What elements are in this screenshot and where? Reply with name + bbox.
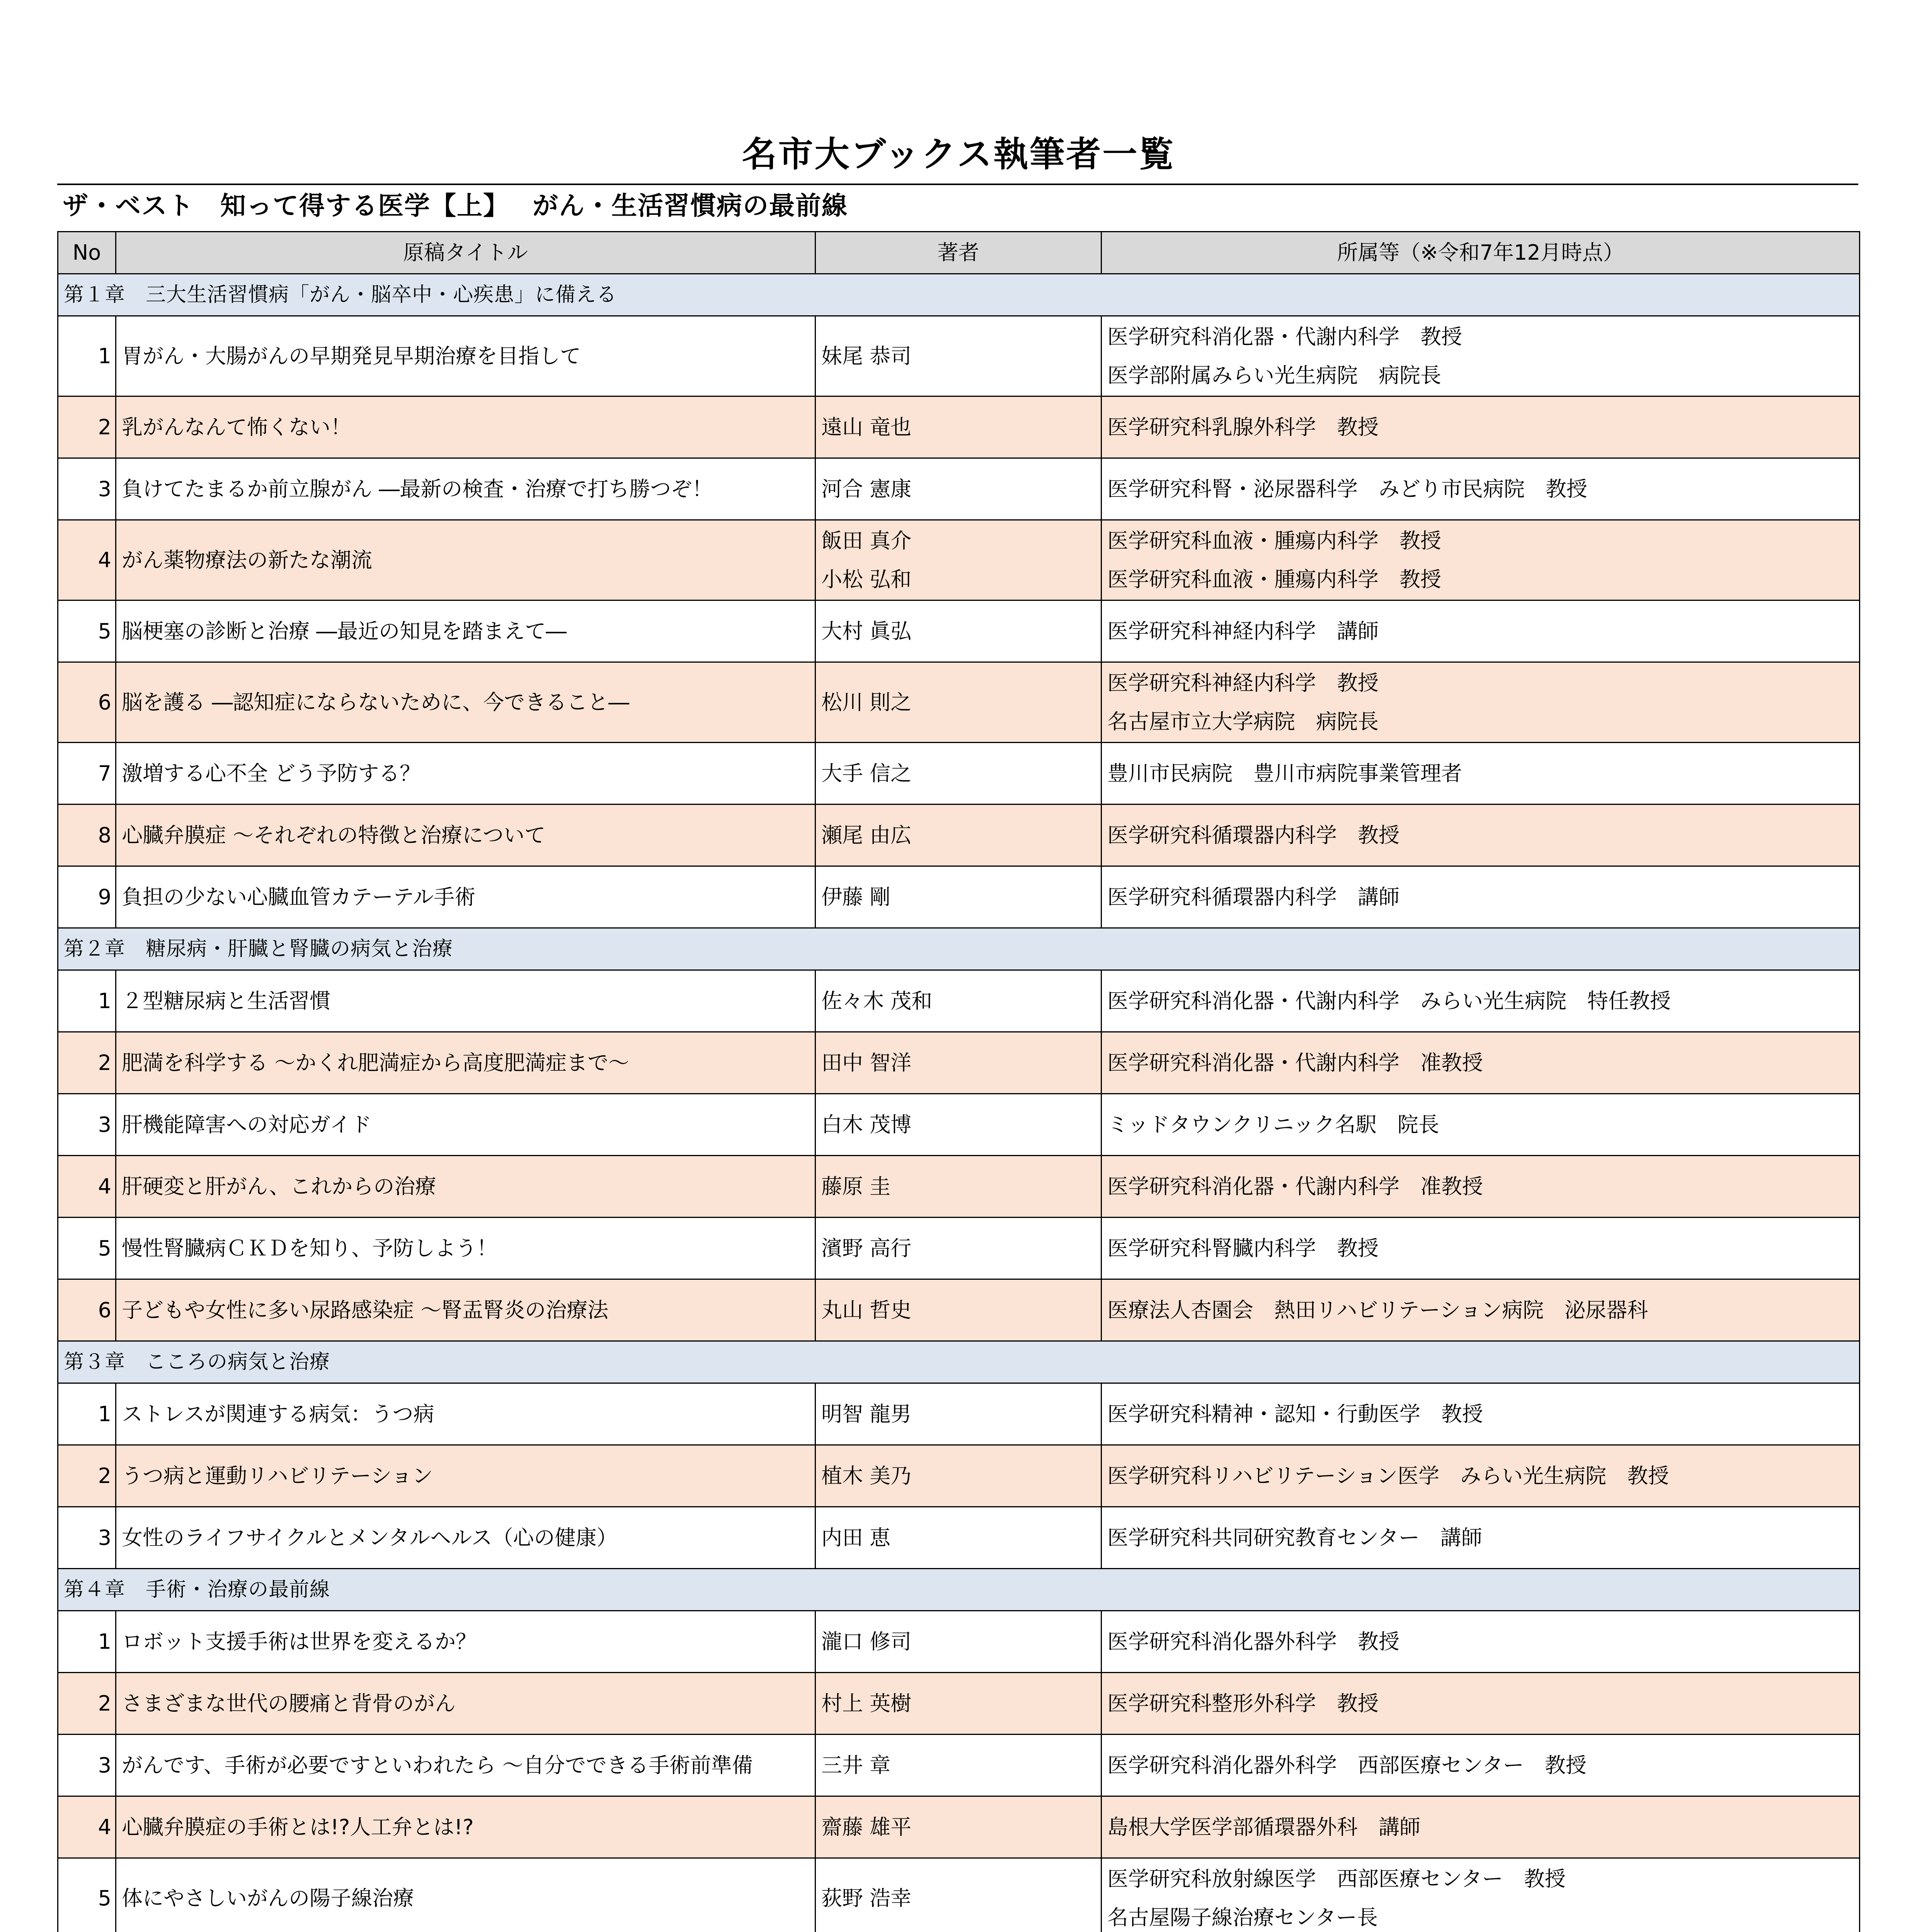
manuscript-title: 脳梗塞の診断と治療 ―最近の知見を踏まえて― bbox=[116, 600, 815, 662]
affiliation-text: 名古屋陽子線治療センター長 bbox=[1107, 1905, 1378, 1930]
row-number: 9 bbox=[58, 866, 116, 928]
affiliation-cell bbox=[1102, 520, 1860, 600]
affiliation-cell bbox=[1102, 600, 1860, 662]
manuscript-title: 乳がんなんて怖くない！ bbox=[116, 396, 815, 458]
affiliation-cell bbox=[1102, 1383, 1860, 1445]
chapter-title-cell bbox=[58, 928, 1860, 970]
affiliation-cell bbox=[1102, 1156, 1860, 1218]
author-cell bbox=[815, 1383, 1102, 1445]
chapter-title-cell bbox=[58, 1341, 1860, 1383]
affiliation-cell bbox=[1102, 1858, 1860, 1932]
manuscript-title: うつ病と運動リハビリテーション bbox=[116, 1445, 815, 1507]
author-name: 明智 龍男 bbox=[821, 1401, 912, 1426]
chapter-title: 第４章 手術・治療の最前線 bbox=[64, 1578, 330, 1601]
row-number: 7 bbox=[58, 743, 116, 804]
manuscript-title: 激増する心不全 どう予防する？ bbox=[116, 743, 815, 804]
author-name: 河合 憲康 bbox=[821, 476, 912, 501]
table-row bbox=[58, 1735, 1860, 1796]
author-cell bbox=[815, 1673, 1102, 1735]
chapter-title: 第３章 こころの病気と治療 bbox=[64, 1350, 330, 1374]
table-row bbox=[58, 804, 1860, 866]
manuscript-title: 脳を護る ―認知症にならないために、今できること― bbox=[116, 662, 815, 743]
affiliation-text: 島根大学医学部循環器外科 講師 bbox=[1107, 1815, 1420, 1839]
table-row bbox=[58, 866, 1860, 928]
row-number: 1 bbox=[58, 1611, 116, 1673]
table-header-row bbox=[58, 232, 1860, 274]
row-number: 2 bbox=[58, 1032, 116, 1094]
author-cell bbox=[815, 1279, 1102, 1341]
affiliation-text: 医学研究科循環器内科学 講師 bbox=[1107, 884, 1399, 909]
affiliation-text: 医学研究科循環器内科学 教授 bbox=[1107, 823, 1399, 847]
row-number: 2 bbox=[58, 396, 116, 458]
chapter-title: 第１章 三大生活習慣病「がん・脳卒中・心疾患」に備える bbox=[64, 283, 617, 306]
header-author: 著者 bbox=[815, 232, 1102, 274]
author-cell bbox=[815, 600, 1102, 662]
header-title: 原稿タイトル bbox=[116, 232, 815, 274]
affiliation-text: 医療法人杏園会 熱田リハビリテーション病院 泌尿器科 bbox=[1107, 1298, 1648, 1322]
author-cell bbox=[815, 743, 1102, 804]
author-name: 大手 信之 bbox=[821, 761, 912, 786]
table-row bbox=[58, 600, 1860, 662]
author-name: 齋藤 雄平 bbox=[821, 1815, 912, 1839]
affiliation-text: 医学研究科整形外科学 教授 bbox=[1107, 1691, 1379, 1716]
row-number: 1 bbox=[58, 1383, 116, 1445]
affiliation-cell bbox=[1102, 1445, 1860, 1507]
manuscript-title: 胃がん・大腸がんの早期発見早期治療を目指して bbox=[116, 316, 815, 396]
affiliation-text: 医学研究科リハビリテーション医学 みらい光生病院 教授 bbox=[1107, 1463, 1669, 1488]
manuscript-title: 肝硬変と肝がん、これからの治療 bbox=[116, 1156, 815, 1218]
author-cell bbox=[815, 1611, 1102, 1673]
author-name: 荻野 浩幸 bbox=[821, 1886, 912, 1910]
affiliation-cell bbox=[1102, 1796, 1860, 1858]
row-number: 4 bbox=[58, 1796, 116, 1858]
affiliation-text: 医学研究科消化器・代謝内科学 教授 bbox=[1107, 324, 1462, 349]
author-name: 瀬尾 由広 bbox=[821, 823, 912, 847]
author-cell bbox=[815, 316, 1102, 396]
manuscript-title: 負担の少ない心臓血管カテーテル手術 bbox=[116, 866, 815, 928]
affiliation-cell bbox=[1102, 396, 1860, 458]
row-number: 3 bbox=[58, 1735, 116, 1796]
manuscript-title: 肥満を科学する ～かくれ肥満症から高度肥満症まで～ bbox=[116, 1032, 815, 1094]
affiliation-cell bbox=[1102, 1218, 1860, 1279]
row-number: 8 bbox=[58, 804, 116, 866]
author-cell bbox=[815, 970, 1102, 1032]
author-name: 丸山 哲史 bbox=[821, 1298, 912, 1322]
author-name: 村上 英樹 bbox=[821, 1691, 912, 1716]
page-title: 名市大ブックス執筆者一覧 bbox=[742, 134, 1175, 175]
row-number: 3 bbox=[58, 458, 116, 520]
manuscript-title: 心臓弁膜症 ～それぞれの特徴と治療について bbox=[116, 804, 815, 866]
manuscript-title: 子どもや女性に多い尿路感染症 ～腎盂腎炎の治療法 bbox=[116, 1279, 815, 1341]
author-name: 伊藤 剛 bbox=[821, 884, 891, 909]
row-number: 2 bbox=[58, 1673, 116, 1735]
table-row bbox=[58, 458, 1860, 520]
author-name: 松川 則之 bbox=[821, 690, 912, 714]
manuscript-title: がんです、手術が必要ですといわれたら ～自分でできる手術前準備 bbox=[116, 1735, 815, 1796]
table-row bbox=[58, 970, 1860, 1032]
affiliation-text: 医学研究科消化器外科学 西部医療センター 教授 bbox=[1107, 1753, 1587, 1777]
author-cell bbox=[815, 1796, 1102, 1858]
table-row bbox=[58, 662, 1860, 743]
affiliation-text: 医学部附属みらい光生病院 病院長 bbox=[1107, 363, 1441, 388]
manuscript-title: ストレスが関連する病気：うつ病 bbox=[116, 1383, 815, 1445]
chapter-row bbox=[58, 928, 1860, 970]
author-cell bbox=[815, 1156, 1102, 1218]
author-cell bbox=[815, 1858, 1102, 1932]
affiliation-text: 医学研究科精神・認知・行動医学 教授 bbox=[1107, 1401, 1483, 1426]
affiliation-cell bbox=[1102, 1094, 1860, 1156]
author-cell bbox=[815, 804, 1102, 866]
author-name: 濱野 高行 bbox=[821, 1236, 912, 1260]
table-row bbox=[58, 1445, 1860, 1507]
affiliation-cell bbox=[1102, 970, 1860, 1032]
author-name: 大村 眞弘 bbox=[821, 619, 912, 643]
row-number: 1 bbox=[58, 970, 116, 1032]
affiliation-cell bbox=[1102, 1279, 1860, 1341]
row-number: 4 bbox=[58, 520, 116, 600]
author-cell bbox=[815, 1032, 1102, 1094]
affiliation-text: 名古屋市立大学病院 病院長 bbox=[1107, 709, 1379, 734]
affiliation-text: 医学研究科血液・腫瘍内科学 教授 bbox=[1107, 567, 1441, 592]
affiliation-text: 医学研究科消化器・代謝内科学 准教授 bbox=[1107, 1174, 1483, 1199]
table-row bbox=[58, 1279, 1860, 1341]
manuscript-title: 負けてたまるか前立腺がん ―最新の検査・治療で打ち勝つぞ！ bbox=[116, 458, 815, 520]
row-number: 5 bbox=[58, 1218, 116, 1279]
author-cell bbox=[815, 1094, 1102, 1156]
manuscript-title: 心臓弁膜症の手術とは!?人工弁とは!? bbox=[116, 1796, 815, 1858]
author-cell bbox=[815, 662, 1102, 743]
manuscript-title: ２型糖尿病と生活習慣 bbox=[116, 970, 815, 1032]
affiliation-cell bbox=[1102, 662, 1860, 743]
header-affiliation: 所属等（※令和7年12月時点） bbox=[1102, 232, 1860, 274]
affiliation-cell bbox=[1102, 743, 1860, 804]
affiliation-cell bbox=[1102, 1673, 1860, 1735]
table-row bbox=[58, 1383, 1860, 1445]
row-number: 6 bbox=[58, 1279, 116, 1341]
affiliation-cell bbox=[1102, 1032, 1860, 1094]
row-number: 3 bbox=[58, 1507, 116, 1569]
table-row bbox=[58, 1094, 1860, 1156]
affiliation-cell bbox=[1102, 866, 1860, 928]
affiliation-text: 医学研究科乳腺外科学 教授 bbox=[1107, 415, 1379, 439]
manuscript-title: さまざまな世代の腰痛と背骨のがん bbox=[116, 1673, 815, 1735]
chapter-row bbox=[58, 1341, 1860, 1383]
row-number: 2 bbox=[58, 1445, 116, 1507]
affiliation-cell bbox=[1102, 1735, 1860, 1796]
author-name: 白木 茂博 bbox=[821, 1112, 912, 1137]
author-name: 佐々木 茂和 bbox=[821, 988, 933, 1013]
table-row bbox=[58, 1507, 1860, 1569]
manuscript-title: がん薬物療法の新たな潮流 bbox=[116, 520, 815, 600]
author-name: 遠山 竜也 bbox=[821, 415, 912, 439]
affiliation-text: 医学研究科血液・腫瘍内科学 教授 bbox=[1107, 528, 1441, 553]
affiliation-text: 医学研究科神経内科学 教授 bbox=[1107, 670, 1379, 695]
affiliation-text: 豊川市民病院 豊川市病院事業管理者 bbox=[1107, 761, 1462, 786]
affiliation-text: 医学研究科神経内科学 講師 bbox=[1107, 619, 1379, 643]
author-cell bbox=[815, 520, 1102, 600]
affiliation-text: 医学研究科消化器外科学 教授 bbox=[1107, 1629, 1399, 1654]
table-row bbox=[58, 743, 1860, 804]
table-row bbox=[58, 1611, 1860, 1673]
table-row bbox=[58, 520, 1860, 600]
manuscript-title: 女性のライフサイクルとメンタルヘルス（心の健康） bbox=[116, 1507, 815, 1569]
header-no: No bbox=[58, 232, 116, 274]
affiliation-text: 医学研究科共同研究教育センター 講師 bbox=[1107, 1525, 1482, 1550]
table-row bbox=[58, 1858, 1860, 1932]
author-cell bbox=[815, 396, 1102, 458]
table-row bbox=[58, 316, 1860, 396]
author-cell bbox=[815, 1507, 1102, 1569]
affiliation-text: 医学研究科腎臓内科学 教授 bbox=[1107, 1236, 1379, 1260]
affiliation-text: 医学研究科放射線医学 西部医療センター 教授 bbox=[1107, 1866, 1566, 1891]
manuscript-title: 肝機能障害への対応ガイド bbox=[116, 1094, 815, 1156]
author-name: 小松 弘和 bbox=[821, 567, 912, 592]
author-name: 瀧口 修司 bbox=[821, 1629, 912, 1654]
author-name: 田中 智洋 bbox=[821, 1050, 912, 1075]
chapter-row bbox=[58, 1569, 1860, 1611]
author-name: 飯田 真介 bbox=[821, 528, 912, 553]
chapter-title-cell bbox=[58, 274, 1860, 316]
table-row bbox=[58, 1032, 1860, 1094]
table-row bbox=[58, 1673, 1860, 1735]
row-number: 4 bbox=[58, 1156, 116, 1218]
author-name: 妹尾 恭司 bbox=[821, 344, 912, 368]
row-number: 5 bbox=[58, 1858, 116, 1932]
manuscript-title: 慢性腎臓病ＣＫＤを知り、予防しよう！ bbox=[116, 1218, 815, 1279]
author-cell bbox=[815, 1218, 1102, 1279]
book-title: ザ・ベスト 知って得する医学【上】 がん・生活習慣病の最前線 bbox=[63, 191, 848, 221]
table-row bbox=[58, 1218, 1860, 1279]
table-row bbox=[58, 1156, 1860, 1218]
author-name: 内田 恵 bbox=[821, 1525, 891, 1550]
manuscript-title: ロボット支援手術は世界を変えるか？ bbox=[116, 1611, 815, 1673]
author-name: 植木 美乃 bbox=[821, 1463, 912, 1488]
affiliation-cell bbox=[1102, 458, 1860, 520]
chapter-row bbox=[58, 274, 1860, 316]
affiliation-cell bbox=[1102, 804, 1860, 866]
table-row bbox=[58, 396, 1860, 458]
author-name: 三井 章 bbox=[821, 1753, 891, 1777]
manuscript-title: 体にやさしいがんの陽子線治療 bbox=[116, 1858, 815, 1932]
table-row bbox=[58, 1796, 1860, 1858]
row-number: 1 bbox=[58, 316, 116, 396]
author-cell bbox=[815, 1445, 1102, 1507]
author-cell bbox=[815, 866, 1102, 928]
affiliation-text: 医学研究科腎・泌尿器科学 みどり市民病院 教授 bbox=[1107, 476, 1587, 501]
author-cell bbox=[815, 458, 1102, 520]
author-name: 藤原 圭 bbox=[821, 1174, 891, 1199]
affiliation-cell bbox=[1102, 316, 1860, 396]
affiliation-cell bbox=[1102, 1611, 1860, 1673]
authors-table bbox=[57, 231, 1860, 1932]
affiliation-text: 医学研究科消化器・代謝内科学 准教授 bbox=[1107, 1050, 1483, 1075]
affiliation-cell bbox=[1102, 1507, 1860, 1569]
row-number: 6 bbox=[58, 662, 116, 743]
chapter-title: 第２章 糖尿病・肝臓と腎臓の病気と治療 bbox=[64, 937, 453, 961]
row-number: 3 bbox=[58, 1094, 116, 1156]
chapter-title-cell bbox=[58, 1569, 1860, 1611]
affiliation-text: 医学研究科消化器・代謝内科学 みらい光生病院 特任教授 bbox=[1107, 988, 1671, 1013]
author-cell bbox=[815, 1735, 1102, 1796]
affiliation-text: ミッドタウンクリニック名駅 院長 bbox=[1107, 1112, 1439, 1137]
row-number: 5 bbox=[58, 600, 116, 662]
